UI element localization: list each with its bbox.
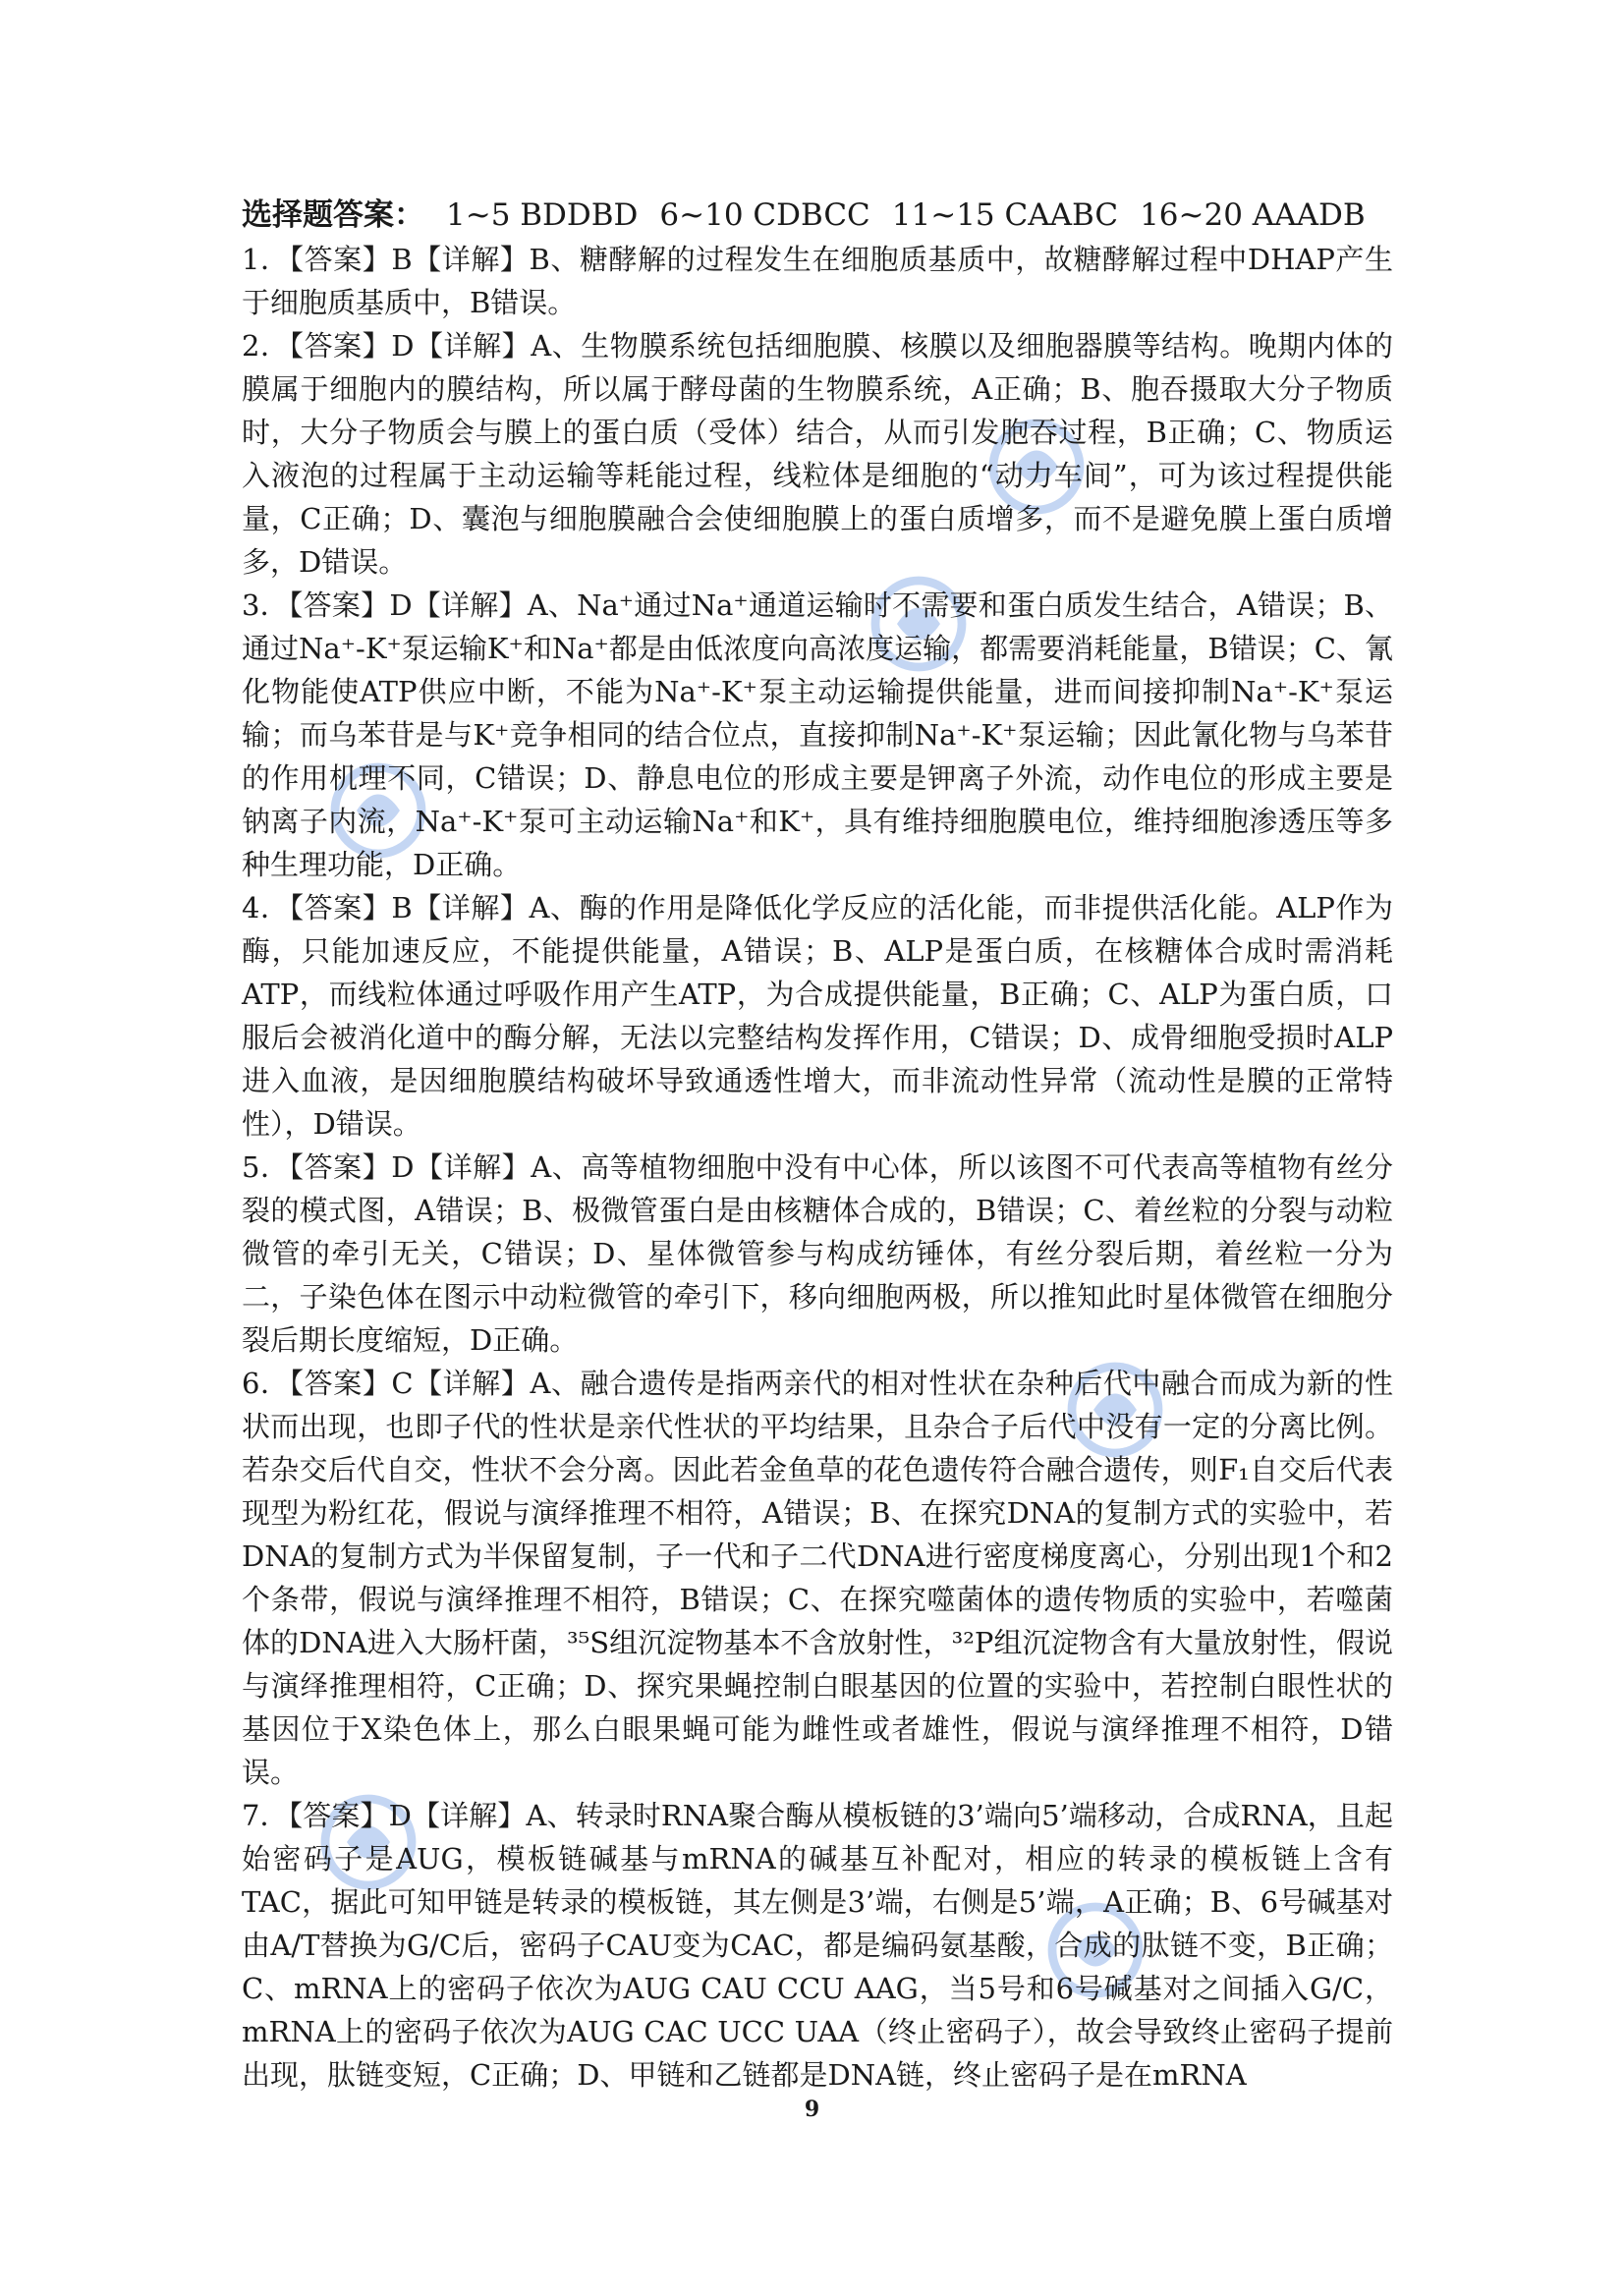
- answer-4: 4．【答案】B【详解】A、酶的作用是降低化学反应的活化能，而非提供活化能。ALP作为酶，只能加速反应，不能提供能量，A错误；B、ALP是蛋白质，在核糖体合成时需消耗ATP，而线粒体通过呼吸作用产生ATP，为合成提供能量，B正确；C、ALP为蛋白质，口服后会被消化道中的酶分解，无法以完整结构发挥作用，C错误；D、成骨细胞受损时ALP进入血液，是因细胞膜结构破坏导致通透性增大，而非流动性异常（流动性是膜的正常特性），D错误。: [242, 891, 1393, 1141]
- summary-group-1-5: 1~5 BDDBD: [446, 197, 639, 233]
- answer-5: 5．【答案】D【详解】A、高等植物细胞中没有中心体，所以该图不可代表高等植物有丝分裂的模式图，A错误；B、极微管蛋白是由核糖体合成的，B错误；C、着丝粒的分裂与动粒微管的牵引无关，C错误；D、星体微管参与构成纺锤体，有丝分裂后期，着丝粒一分为二，子染色体在图示中动粒微管的牵引下，移向细胞两极，所以推知此时星体微管在细胞分裂后期长度缩短，D正确。: [242, 1150, 1393, 1357]
- answer-7: 7．【答案】D【详解】A、转录时RNA聚合酶从模板链的3’端向5’端移动，合成RNA，且起始密码子是AUG，模板链碱基与mRNA的碱基互补配对，相应的转录的模板链上含有TAC，据此可知甲链是转录的模板链，其左侧是3’端，右侧是5’端，A正确；B、6号碱基对由A/T替换为G/C后，密码子CAU变为CAC，都是编码氨基酸，合成的肽链不变，B正确；C、mRNA上的密码子依次为AUG CAU CCU AAG，当5号和6号碱基对之间插入G/C，mRNA上的密码子依次为AUG CAC UCC UAA（终止密码子），故会导致终止密码子提前出现，肽链变短，C正确；D、甲链和乙链都是DNA链，终止密码子是在mRNA: [242, 1799, 1393, 2092]
- summary-group-16-20: 16~20 AAADB: [1140, 197, 1366, 233]
- answer-1: 1．【答案】B【详解】B、糖酵解的过程发生在细胞质基质中，故糖酵解过程中DHAP产生于细胞质基质中，B错误。: [242, 243, 1393, 319]
- summary-label: 选择题答案：: [242, 197, 424, 233]
- answer-content: [242, 193, 1393, 2097]
- answer-summary: [242, 193, 1393, 238]
- summary-group-11-15: 11~15 CAABC: [891, 197, 1119, 233]
- summary-group-6-10: 6~10 CDBCC: [659, 197, 870, 233]
- answer-2: 2．【答案】D【详解】A、生物膜系统包括细胞膜、核膜以及细胞器膜等结构。晚期内体的膜属于细胞内的膜结构，所以属于酵母菌的生物膜系统，A正确；B、胞吞摄取大分子物质时，大分子物质会与膜上的蛋白质（受体）结合，从而引发胞吞过程，B正确；C、物质运入液泡的过程属于主动运输等耗能过程，线粒体是细胞的“动力车间”，可为该过程提供能量，C正确；D、囊泡与细胞膜融合会使细胞膜上的蛋白质增多，而不是避免膜上蛋白质增多，D错误。: [242, 329, 1393, 579]
- page-number: 9: [804, 2097, 820, 2122]
- answer-6: 6．【答案】C【详解】A、融合遗传是指两亲代的相对性状在杂种后代中融合而成为新的性状而出现，也即子代的性状是亲代性状的平均结果，且杂合子后代中没有一定的分离比例。若杂交后代自交，性状不会分离。因此若金鱼草的花色遗传符合融合遗传，则F₁自交后代表现型为粉红花，假说与演绎推理不相符，A错误；B、在探究DNA的复制方式的实验中，若DNA的复制方式为半保留复制，子一代和子二代DNA进行密度梯度离心，分别出现1个和2个条带，假说与演绎推理不相符，B错误；C、在探究噬菌体的遗传物质的实验中，若噬菌体的DNA进入大肠杆菌，³⁵S组沉淀物基本不含放射性，³²P组沉淀物含有大量放射性，假说与演绎推理相符，C正确；D、探究果蝇控制白眼基因的位置的实验中，若控制白眼性状的基因位于X染色体上，那么白眼果蝇可能为雌性或者雄性，假说与演绎推理不相符，D错误。: [242, 1367, 1393, 1789]
- answer-3: 3．【答案】D【详解】A、Na⁺通过Na⁺通道运输时不需要和蛋白质发生结合，A错误；B、通过Na⁺-K⁺泵运输K⁺和Na⁺都是由低浓度向高浓度运输，都需要消耗能量，B错误；C、氰化物能使ATP供应中断，不能为Na⁺-K⁺泵主动运输提供能量，进而间接抑制Na⁺-K⁺泵运输；而乌苯苷是与K⁺竞争相同的结合位点，直接抑制Na⁺-K⁺泵运输；因此氰化物与乌苯苷的作用机理不同，C错误；D、静息电位的形成主要是钾离子外流，动作电位的形成主要是钠离子内流，Na⁺-K⁺泵可主动运输Na⁺和K⁺，具有维持细胞膜电位，维持细胞渗透压等多种生理功能，D正确。: [242, 588, 1393, 881]
